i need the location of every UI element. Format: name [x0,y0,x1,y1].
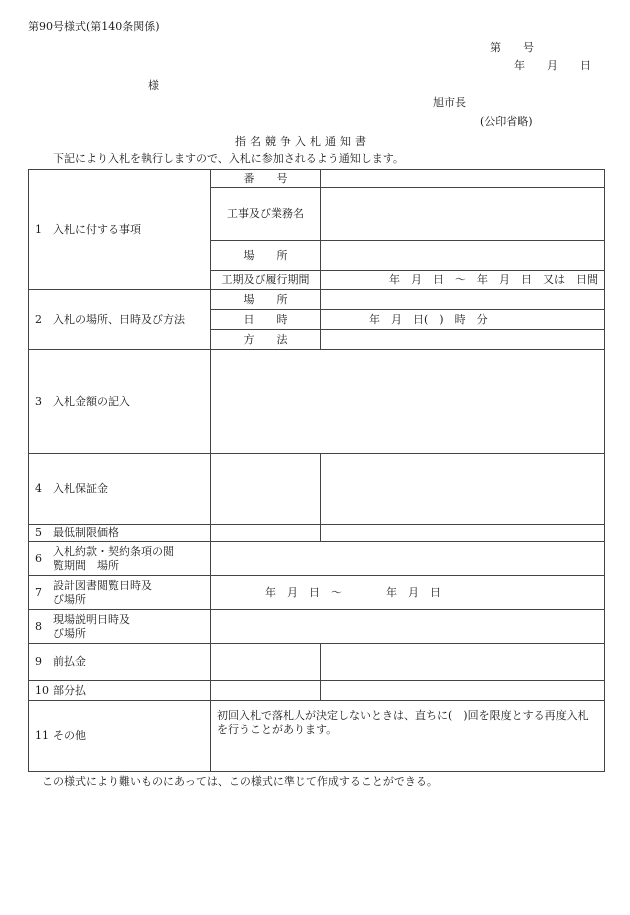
row4-number: 4 [35,482,42,496]
notice-form-table [28,169,605,772]
row2-label-cell [29,290,211,350]
row9-label-cell [29,644,211,681]
row1-number: 1 [35,222,42,236]
row10-label-cell [29,681,211,701]
form-title: 指名競争入札通知書 [235,135,370,148]
row2-sub3-value[interactable] [321,330,605,350]
row5-label-cell [29,525,211,542]
row1-label-cell [29,170,211,290]
row4-label-cell [29,454,211,525]
row8-label-line2: び場所 [53,626,86,640]
intro-text: 下記により入札を執行しますので、入札に参加されるよう通知します。 [53,152,404,165]
issuer: 旭市長 [433,96,466,109]
row5-value-b[interactable] [321,525,605,542]
row9-value-a[interactable] [211,644,321,681]
row2-label: 入札の場所、日時及び方法 [53,312,185,326]
row4-value-a[interactable] [211,454,321,525]
row7-value[interactable]: 年 月 日 ～ 年 月 日 [211,576,605,610]
row2-sub2-value[interactable]: 年 月 日( ) 時 分 [321,310,605,330]
row6-value[interactable] [211,542,605,576]
footer-note: この様式により難いものにあっては、この様式に準じて作成することができる。 [42,775,438,788]
row8-label-line1: 現場説明日時及 [53,612,130,626]
document-number: 第 号 [490,41,534,54]
row9-number: 9 [35,655,42,669]
row1-sub4-label: 工期及び履行期間 [211,271,321,290]
row10-label: 部分払 [53,683,86,697]
row9-label: 前払金 [53,655,86,669]
row8-value[interactable] [211,610,605,644]
row2-sub3-label: 方 法 [211,330,321,350]
row1-sub2-value[interactable] [321,188,605,241]
addressee: 様 [148,79,159,92]
row9-value-b[interactable] [321,644,605,681]
row1-sub1-label: 番 号 [211,170,321,188]
row4-value-b[interactable] [321,454,605,525]
row1-sub1-value[interactable] [321,170,605,188]
row10-value-b[interactable] [321,681,605,701]
row3-number: 3 [35,394,42,408]
row7-label-line1: 設計図書閲覧日時及 [53,578,152,592]
row6-number: 6 [35,551,42,565]
row10-number: 10 [35,683,49,697]
row7-number: 7 [35,585,42,599]
row5-number: 5 [35,526,42,540]
row6-label-line2: 覧期間 場所 [53,558,119,572]
form-number: 第90号様式(第140条関係) [28,20,160,33]
row1-sub4-value[interactable]: 年 月 日 ～ 年 月 日 又は 日間 [321,271,605,290]
row5-value-a[interactable] [211,525,321,542]
row11-value[interactable]: 初回入札で落札人が決定しないときは、直ちに( )回を限度とする再度入札を行うことがあります。 [211,701,605,772]
row3-label: 入札金額の記入 [53,394,130,408]
row2-sub1-value[interactable] [321,290,605,310]
row2-number: 2 [35,312,42,326]
row10-value-a[interactable] [211,681,321,701]
row3-value[interactable] [211,350,605,454]
row8-number: 8 [35,619,42,633]
row8-label-cell [29,610,211,644]
row1-label: 入札に付する事項 [53,222,141,236]
row11-label: その他 [53,729,86,743]
row6-label-line1: 入札約款・契約条項の閲 [53,544,174,558]
row1-sub3-value[interactable] [321,241,605,271]
row1-sub2-label: 工事及び業務名 [211,188,321,241]
row2-sub1-label: 場 所 [211,290,321,310]
row5-label: 最低制限価格 [53,526,119,540]
row7-label-line2: び場所 [53,592,86,606]
row1-sub3-label: 場 所 [211,241,321,271]
row6-label-cell [29,542,211,576]
row2-sub2-label: 日 時 [211,310,321,330]
row3-label-cell [29,350,211,454]
row7-label-cell [29,576,211,610]
row11-label-cell [29,701,211,772]
seal-note: (公印省略) [480,115,533,128]
row4-label: 入札保証金 [53,482,108,496]
issue-date: 年 月 日 [514,59,591,72]
row11-number: 11 [35,729,49,743]
